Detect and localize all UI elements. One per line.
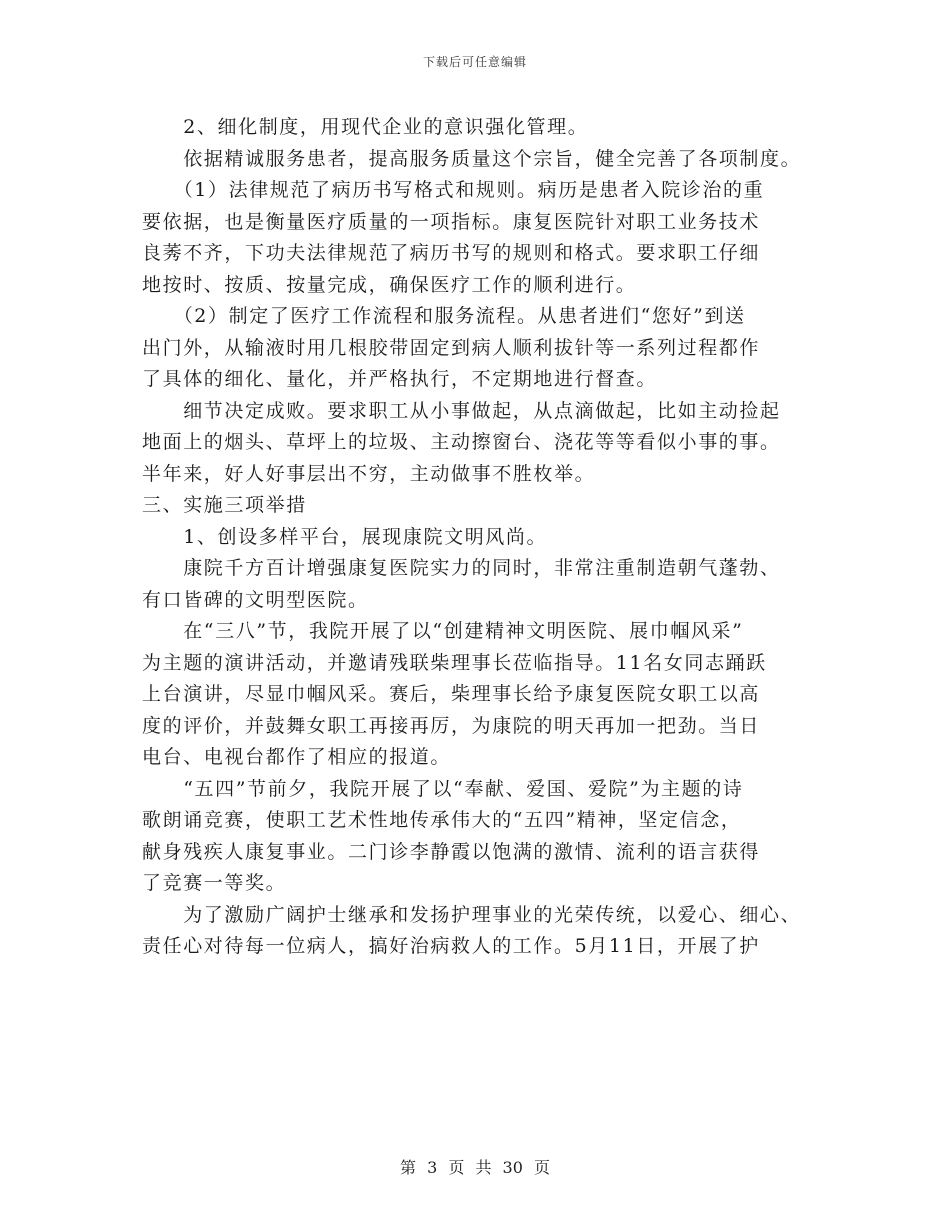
text-line: 有口皆碑的文明型医院。 — [142, 588, 369, 611]
text-line: 电台、电视台都作了相应的报道。 — [142, 746, 452, 768]
text-line: 出门外，从输液时用几根胶带固定到病人顺利拔针等一系列过程都作 — [142, 336, 761, 359]
text-line: 献身残疾人康复事业。二门诊李静霞以饱满的激情、流利的语言获得 — [142, 840, 761, 863]
text-line: 康院千方百计增强康复医院实力的同时，非常注重制造朝气蓬勃、 — [142, 557, 781, 579]
text-line: 地面上的烟头、草坪上的垃圾、主动擦窗台、浇花等等看似小事的事。 — [142, 431, 781, 453]
text-line: “五四”节前夕，我院开展了以“奉献、爱国、爱院”为主题的诗 — [142, 777, 744, 800]
page-header: 下载后可任意编辑 — [422, 55, 527, 69]
text-line: 了竞赛一等奖。 — [142, 872, 287, 894]
text-line: 半年来，好人好事层出不穷，主动做事不胜枚举。 — [142, 462, 596, 485]
text-line: 在“三八”节，我院开展了以“创建精神文明医院、展巾帼风采” — [142, 620, 744, 642]
text-line: 要依据，也是衡量医疗质量的一项指标。康复医院针对职工业务技术 — [142, 210, 761, 233]
text-line: 1、创设多样平台，展现康院文明风尚。 — [142, 525, 548, 548]
section-heading: 三、实施三项举措 — [142, 494, 307, 516]
text-line: 细节决定成败。要求职工从小事做起，从点滴做起，比如主动捡起 — [142, 399, 781, 422]
text-line: （1）法律规范了病历书写格式和规则。病历是患者入院诊治的重 — [142, 179, 765, 201]
text-line: 为了激励广阔护士继承和发扬护理事业的光荣传统，以爱心、细心、 — [142, 903, 802, 926]
text-line: 了具体的细化、量化，并严格执行，不定期地进行督查。 — [142, 368, 658, 390]
text-line: 上台演讲，尽显巾帼风采。赛后，柴理事长给予康复医院女职工以高 — [142, 683, 761, 705]
text-line: 依据精诚服务患者，提高服务质量这个宗旨，健全完善了各项制度。 — [142, 147, 802, 170]
page-footer: 第 3 页 共 30 页 — [400, 1158, 550, 1177]
document-body — [142, 112, 812, 963]
text-line: （2）制定了医疗工作流程和服务流程。从患者进们“您好”到送 — [142, 305, 746, 327]
text-line: 地按时、按质、按量完成，确保医疗工作的顺利进行。 — [142, 273, 637, 296]
text-line: 为主题的演讲活动，并邀请残联柴理事长莅临指导。11名女同志踊跃 — [142, 651, 767, 674]
text-line: 责任心对待每一位病人，搞好治病救人的工作。5月11日，开展了护 — [142, 935, 760, 957]
text-line: 度的评价，并鼓舞女职工再接再厉，为康院的明天再加一把劲。当日 — [142, 714, 761, 737]
text-line: 2、细化制度，用现代企业的意识强化管理。 — [142, 116, 589, 138]
text-line: 歌朗诵竞赛，使职工艺术性地传承伟大的“五四”精神，坚定信念， — [142, 809, 742, 831]
text-line: 良莠不齐，下功夫法律规范了病历书写的规则和格式。要求职工仔细 — [142, 242, 761, 264]
